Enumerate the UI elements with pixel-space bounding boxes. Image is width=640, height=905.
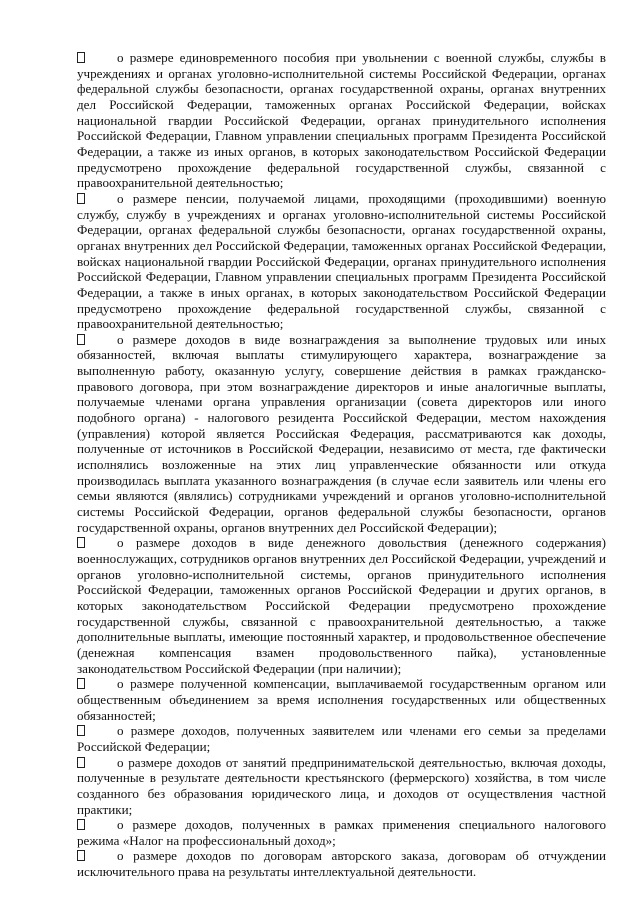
list-item-text: о размере доходов от занятий предпринимательской деятельностью, включая доходы, полученные в результате деятельности крестьянского (фермерского) хозяйства, в том числе созданного без образования юридического лица, и доходов от осуществления частной практики; — [77, 754, 606, 817]
checkbox-glyph-icon — [77, 537, 85, 548]
list-item-text: о размере доходов, полученных заявителем или членами его семьи за пределами Российской Федерации; — [77, 723, 606, 754]
list-item-text: о размере доходов по договорам авторского заказа, договорам об отчуждении исключительного права на результаты интеллектуальной деятельности. — [77, 848, 606, 880]
list-item-text: о размере доходов в виде вознаграждения за выполнение трудовых или иных обязанностей, включая выплаты стимулирующего характера, вознаграждение за выполненную работу, оказанную услугу, совершение действия в рамках гражданско-правового договора, при этом вознаграждение директоров и иные аналогичные выплаты, получаемые членами органа управления организации (совета директоров или иного подобного органа) - налогового резидента Российской Федерации, местом нахождения (управления) которой является Российская Федерация, рассматриваются как доходы, полученные от источников в Российской Федерации, независимо от места, где фактически исполнялись возложенные на этих лиц управленческие обязанности или откуда производилась выплата указанного вознаграждения (в случае если заявитель или члены его семьи являются (являлись) сотрудниками учреждений и органов уголовно-исполнительной системы Российской Федерации, органов федеральной службы безопасности, органов государственной охраны, органов внутренних дел Российской Федерации); — [77, 331, 606, 535]
list-item-text: о размере единовременного пособия при увольнении с военной службы, службы в учреждениях и органах уголовно-исполнительной системы Российской Федерации, органах федеральной службы безопасности, органах государственной охраны, органах внутренних дел Российской Федерации, таможенных органах Российской Федерации, войсках национальной гвардии Российской Федерации, органах принудительного исполнения Российской Федерации, Главном управлении специальных программ Президента Российской Федерации, а также из иных органов, в которых законодательством Российской Федерации предусмотрено прохождение федеральной государственной службы, связанной с правоохранительной деятельностью; — [77, 50, 606, 191]
checkbox-glyph-icon — [77, 725, 85, 736]
list-item — [77, 332, 606, 536]
checkbox-glyph-icon — [77, 334, 85, 345]
list-item-text: о размере пенсии, получаемой лицами, проходящими (проходившими) военную службу, службу в учреждениях и органах уголовно-исполнительной системы Российской Федерации, органах федеральной службы безопасности, органах государственной охраны, органах внутренних дел Российской Федерации, таможенных органах Российской Федерации, войсках национальной гвардии Российской Федерации, органах принудительного исполнения Российской Федерации, Главном управлении специальных программ Президента Российской Федерации, а также в иных органах, в которых законодательством Российской Федерации предусмотрено прохождение федеральной государственной службы, связанной с правоохранительной деятельностью; — [77, 190, 606, 332]
checkbox-glyph-icon — [77, 52, 85, 63]
checkbox-glyph-icon — [77, 757, 85, 768]
list-item — [77, 755, 606, 818]
list-item — [77, 50, 606, 191]
checkbox-glyph-icon — [77, 819, 85, 830]
list-item-text: о размере доходов в виде денежного довольствия (денежного содержания) военнослужащих, сотрудников органов внутренних дел Российской Федерации, учреждений и органов уголовно-исполнительной системы, органов принудительного исполнения Российской Федерации, таможенных органов Российской Федерации и других органов, в которых законодательством Российской Федерации предусмотрено прохождение государственной службы, связанной с правоохранительной деятельностью, а также дополнительные выплаты, имеющие постоянный характер, и продовольственное обеспечение (денежная компенсация взамен продовольственного пайка), установленные законодательством Российской Федерации (при наличии); — [77, 535, 606, 676]
list-item — [77, 848, 606, 879]
checkbox-glyph-icon — [77, 850, 85, 861]
list-item — [77, 817, 606, 848]
checkbox-glyph-icon — [77, 193, 85, 204]
list-item — [77, 723, 606, 754]
checkbox-glyph-icon — [77, 678, 85, 689]
list-item-text: о размере полученной компенсации, выплачиваемой государственным органом или общественным объединением за время исполнения государственных или общественных обязанностей; — [77, 676, 606, 723]
list-item — [77, 676, 606, 723]
list-item-text: о размере доходов, полученных в рамках применения специального налогового режима «Налог на профессиональный доход»; — [77, 817, 606, 848]
list-item — [77, 191, 606, 332]
list-item — [77, 535, 606, 676]
document-page — [77, 50, 606, 880]
